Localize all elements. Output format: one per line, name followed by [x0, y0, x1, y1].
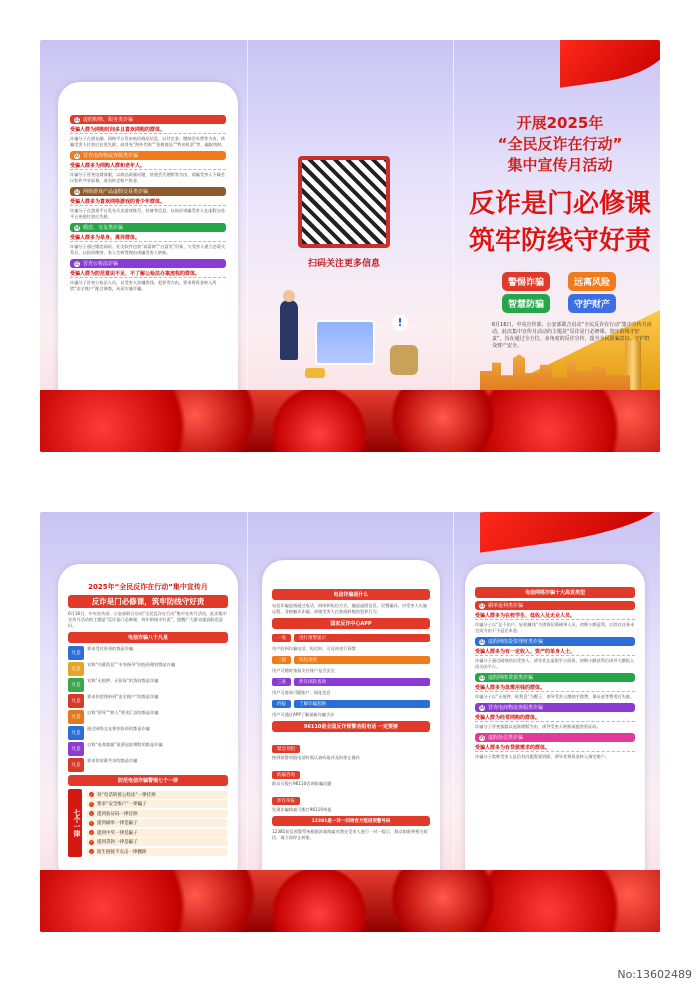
- rule-text: 提到中奖一律是骗子: [97, 830, 138, 836]
- section-target-group: 受骗人群为防范意识不足、不了解公检法办案流程的群体。: [70, 270, 226, 278]
- type-text: 诈骗分子谎称受害人征信有问题需要消除，诱导其将资金转入指定账户。: [475, 754, 610, 759]
- section-header: [70, 187, 226, 196]
- cover-title-line1: 开展2025年: [516, 114, 604, 132]
- fold-line: [453, 512, 454, 932]
- rule-row: [86, 838, 228, 846]
- type-target-group: 受骗人群为经常网购的群体。: [475, 714, 635, 722]
- section-text: 诈骗分子冒充电商客服，以商品质量问题、快递丢失理赔等为由，诱骗受害人下载会议软件共享屏幕，进而转走账户资金。: [70, 172, 225, 183]
- eight-fan-list: [68, 646, 228, 772]
- fan-text: 要求受付资金的都是诈骗: [87, 646, 134, 651]
- fan-text: 通过网络交友要你投资的都是诈骗: [87, 726, 150, 731]
- fan-text: 要求你把钱转到“安全账户”的都是诈骗: [87, 694, 159, 699]
- type-title: 冒充电商物流客服类诈骗: [488, 705, 544, 711]
- rule-dot: ✓: [90, 830, 93, 835]
- fan-row: [68, 662, 228, 676]
- hotline-item: 防骗咨询: [272, 771, 300, 779]
- app-feature-row: [272, 698, 430, 710]
- type-number: 01: [479, 603, 485, 608]
- section-title: 冒充电商物流客服类诈骗: [83, 153, 139, 159]
- trifold-inside-sheet: [40, 512, 660, 932]
- type-header: [475, 673, 635, 682]
- fraud-info-card: [262, 560, 440, 900]
- phone-screen: [315, 320, 375, 365]
- section-header: [70, 259, 226, 268]
- rule-row: [86, 810, 228, 818]
- section-text: 诈骗分子在游戏平台发布买卖游戏账号、装备等信息，以低价诱骗受害人在虚假交易平台充值付款后失联。: [70, 208, 225, 219]
- fan-row: [68, 710, 228, 724]
- person-sitting: [390, 345, 418, 375]
- rule-dot: ✓: [90, 840, 93, 844]
- app-feature-badge: 四报: [272, 700, 291, 708]
- qr-caption: 扫码关注更多信息: [307, 259, 380, 269]
- rule-row: [86, 791, 228, 799]
- type-title: 虚假征信类诈骗: [488, 735, 524, 741]
- type-number: 05: [479, 735, 485, 740]
- cover-tag: 远离风险: [568, 272, 616, 291]
- type-text: 诈骗分子冒充客服以退款理赔为由，诱导受害人转账或提供验证码。: [475, 724, 601, 729]
- rule-dot: ✓: [90, 849, 93, 854]
- trifold-front-sheet: [40, 40, 660, 452]
- app-feature-badge: 一晃: [272, 634, 291, 642]
- section-number: 03: [74, 189, 80, 194]
- eight-fan-card: [58, 564, 238, 884]
- hotline-item: 涉诈举报: [272, 797, 300, 805]
- what-is-fraud-title: 电信诈骗是什么: [272, 589, 430, 600]
- fan-badge: 凡是: [68, 710, 84, 724]
- fan-badge: 凡是: [68, 694, 84, 708]
- rule-text: 提到贷款一律是骗子: [97, 840, 138, 845]
- hotline-text: 群众可拨打96110咨询防骗问题: [272, 781, 332, 786]
- section-title: 冒充公检法诈骗: [83, 261, 119, 267]
- cover-slogan1: 反诈是门必修课: [468, 189, 651, 219]
- app-feature-badge: 三查: [272, 678, 291, 686]
- type-header: [475, 637, 635, 646]
- section-text: 诈骗分子通过婚恋网站、社交软件包装“高富帅”“白富美”形象，与受害人建立恋爱关系后，以投资理财、家人生病等理由诱骗受害人转账。: [70, 244, 226, 255]
- type-target-group: 受骗人群多为有一定收入、资产的单身人士。: [475, 648, 635, 656]
- seven-rules-side-label: 七个一律: [68, 789, 82, 857]
- cover-tag: 智慧防骗: [502, 294, 550, 313]
- cover-tag: 守护财产: [568, 294, 616, 313]
- top-ten-title: 电信网络诈骗十大高发类型: [475, 587, 635, 598]
- rule-text: 要求“安全账户”一律骗子: [97, 802, 147, 807]
- fold-line: [247, 512, 248, 932]
- people-illustration: [280, 290, 430, 400]
- seven-rules-list: [86, 789, 228, 857]
- rule-text: 提到刷单一律是骗子: [97, 821, 138, 826]
- app-feature-title: 钱包查验: [294, 656, 430, 664]
- type-title: 虚假网络投资理财类诈骗: [488, 639, 544, 645]
- rule-text: 说“电话转接公检法”一律挂掉: [97, 792, 156, 798]
- section-header: [70, 223, 226, 232]
- type-target-group: 受骗人群多为在校学生、低收入及无业人员。: [475, 612, 635, 620]
- rule-text: 陌生链接不点击一律删除: [97, 849, 147, 855]
- app-feature-text: 用户可查询可疑账户、网址信息: [272, 690, 331, 695]
- cover-title-line3: 集中宣传月活动: [507, 156, 613, 174]
- rule-row: [86, 800, 228, 808]
- type-number: 03: [479, 675, 485, 680]
- fraud-types-card: [58, 82, 238, 430]
- fan-text: 宣称“内幕消息”“专家指导”的投资理财都是诈骗: [87, 662, 176, 667]
- type-header: [475, 733, 635, 742]
- app-feature-row: [272, 654, 430, 666]
- hotline-text: 发现诈骗线索可拨打96110举报: [272, 807, 332, 812]
- section-number: 01: [74, 117, 80, 122]
- red-flower-border: [40, 390, 660, 452]
- fan-badge: 凡是: [68, 678, 84, 692]
- type-text: 诈骗分子以“无抵押、低利息”为幌子，诱导受害人缴纳手续费、保证金等费用后失联。: [475, 694, 635, 699]
- campaign-theme: 反诈是门必修课，筑牢防线守好责: [68, 595, 228, 608]
- app-feature-title: 了解诈骗套路: [294, 700, 430, 708]
- sms-title: 12381是一对一问询官方短信预警号码: [272, 816, 430, 826]
- app-feature-text: 用户可随时查看支付账户是否安全: [272, 668, 335, 673]
- fan-text: 自称“领导”“熟人”要求汇款的都是诈骗: [87, 710, 159, 715]
- top-ten-list: [475, 601, 635, 760]
- section-target-group: 受骗人群多为网购人群和老年人。: [70, 162, 226, 170]
- fan-text: 要求你屏幕共享的都是诈骗: [87, 758, 138, 763]
- red-flag: [560, 40, 660, 88]
- hotline-list: [272, 735, 430, 813]
- app-feature-row: [272, 676, 430, 688]
- fan-row: [68, 726, 228, 740]
- section-text: 诈骗分子冒充公检法人员，以受害人涉嫌洗钱、犯罪等为由，要求将资金转入所谓“安全账户”配合调查，从而实施诈骗。: [70, 280, 217, 291]
- alert-bubble-icon: !: [392, 315, 408, 331]
- campaign-heading: 2025年“全民反诈在行动”集中宣传月: [88, 583, 208, 591]
- fan-row: [68, 758, 228, 772]
- app-feature-title: 涉诈风险查询: [294, 678, 430, 686]
- coin-stack-icon: [305, 368, 325, 378]
- hotline-title: 96110是全国反诈预警劝阻电话 一定要接: [272, 721, 430, 732]
- fan-badge: 凡是: [68, 726, 84, 740]
- fan-badge: 凡是: [68, 742, 84, 756]
- type-title: 刷单返利类诈骗: [488, 603, 524, 609]
- campaign-text: 6月16日，中央宣传部、公安部联合启动“全民反诈在行动”集中宣传月活动，此次集中宣传月活动的主题是“反诈是门必修课，筑牢防线守好责”，提醒广大群众提高防范意识。: [68, 611, 227, 628]
- rule-text: 提到验证码一律挂掉: [97, 811, 138, 817]
- type-text: 诈骗分子以“足不出户、轻松赚钱”为诱饵招募刷单人员，初期小额返利，后续以任务未完成为由不予返还本金。: [475, 622, 635, 633]
- type-number: 04: [479, 705, 485, 710]
- cover-title-block: [460, 112, 660, 257]
- fan-badge: 凡是: [68, 662, 84, 676]
- type-text: 诈骗分子通过网络结识受害人，诱导其在虚假平台投资，初期小额获利后诱导大额投入再关闭平台。: [475, 658, 635, 669]
- app-feature-text: 用户可通过APP了解最新诈骗手法: [272, 712, 335, 717]
- eight-fan-title: 电信诈骗八个凡是: [68, 632, 228, 643]
- fan-row: [68, 694, 228, 708]
- top-ten-card: [465, 564, 645, 894]
- section-number: 02: [74, 153, 80, 158]
- hotline-item: 紧急劝阻: [272, 745, 300, 753]
- fan-row: [68, 678, 228, 692]
- rule-row: [86, 848, 228, 856]
- person-head: [283, 290, 295, 302]
- section-number: 05: [74, 261, 80, 266]
- section-title: 网络游戏产品虚假交易类诈骗: [83, 189, 149, 195]
- fan-row: [68, 646, 228, 660]
- fan-text: 自称“电商客服”说要退款理赔的都是诈骗: [87, 742, 163, 747]
- section-title: 婚恋、交友类诈骗: [83, 225, 124, 231]
- rule-row: [86, 819, 228, 827]
- type-target-group: 受骗人群多为急需用钱的群体。: [475, 684, 635, 692]
- rule-dot: ✓: [90, 802, 93, 806]
- what-is-fraud-text: 电信诈骗是指通过电话、网络和短信方式，编造虚假信息，设置骗局，对受害人实施远程、非接触式诈骗，诱使受害人打款或转账的犯罪行为。: [272, 603, 427, 614]
- rule-dot: ✓: [90, 821, 93, 825]
- sms-text: 12381短信预警系统根据涉案线索对潜在受害人进行一对一提示，群众如收到相关短信，请立即停止转账。: [272, 829, 428, 840]
- section-number: 04: [74, 225, 80, 230]
- fan-badge: 凡是: [68, 758, 84, 772]
- fan-text: 宣称“无抵押、无担保”的贷款都是诈骗: [87, 678, 159, 683]
- fan-row: [68, 742, 228, 756]
- hotline-text: 接到预警劝阻电话时需认真听取并及时停止操作: [272, 755, 360, 760]
- fraud-types-list: [70, 115, 226, 292]
- section-header: [70, 151, 226, 160]
- seven-rules-block: [68, 789, 228, 857]
- section-text: 诈骗分子在朋友圈、网购平台发布低价商品信息，以付定金、缴纳会员费等为由，诱骗受害人付款后拉黑失联；或冒充“海外代购”“免税商品”“特价机票”等，骗取钱财。: [70, 136, 226, 147]
- cover-title-line2: “全民反诈在行动”: [497, 135, 623, 153]
- type-title: 虚假网络贷款类诈骗: [488, 675, 534, 681]
- app-feature-badge: 二提: [272, 656, 291, 664]
- red-flag: [480, 512, 660, 553]
- rule-dot: ✓: [90, 811, 93, 816]
- rule-row: [86, 829, 228, 837]
- type-header: [475, 703, 635, 712]
- section-target-group: 受骗人群多为单身、离异群体。: [70, 234, 226, 242]
- section-title: 虚假购物、服务类诈骗: [83, 117, 134, 123]
- app-feature-text: 用户收到诈骗电话、短信时，可及时进行预警: [272, 646, 356, 651]
- app-title: 国家反诈中心APP: [272, 618, 430, 629]
- seven-rules-title: 防范电信诈骗警惕七个一律: [68, 775, 228, 786]
- section-target-group: 受骗人群多为喜欢网络游戏的青少年群体。: [70, 198, 226, 206]
- type-header: [475, 601, 635, 610]
- person-standing: [280, 300, 298, 360]
- type-number: 02: [479, 639, 485, 644]
- type-target-group: 受骗人群多为有贷款需求的群体。: [475, 744, 635, 752]
- section-header: [70, 115, 226, 124]
- qr-code[interactable]: [298, 156, 390, 248]
- cover-intro-text: 6月16日，中央宣传部、公安部联合启动“全民反诈在行动”集中宣传月活动，此次集中宣传月活动的主题是“反诈是门必修课，筑牢防线守好责”，旨在通过全方位、多角度的反诈宣传，提升全民防骗意识，守护群众财产安全。: [492, 322, 652, 349]
- red-flower-border: [40, 870, 660, 932]
- app-feature-list: [272, 632, 430, 718]
- section-target-group: 受骗人群为网购时间多且喜欢网购的群体。: [70, 126, 226, 134]
- app-feature-row: [272, 632, 430, 644]
- cover-tag: 警惕诈骗: [502, 272, 550, 291]
- cover-slogan2: 筑牢防线守好责: [468, 226, 651, 256]
- app-feature-title: 进行预警提示: [294, 634, 430, 642]
- rule-dot: ✓: [90, 792, 93, 797]
- image-id-watermark: No:13602489: [617, 968, 692, 981]
- fan-badge: 凡是: [68, 646, 84, 660]
